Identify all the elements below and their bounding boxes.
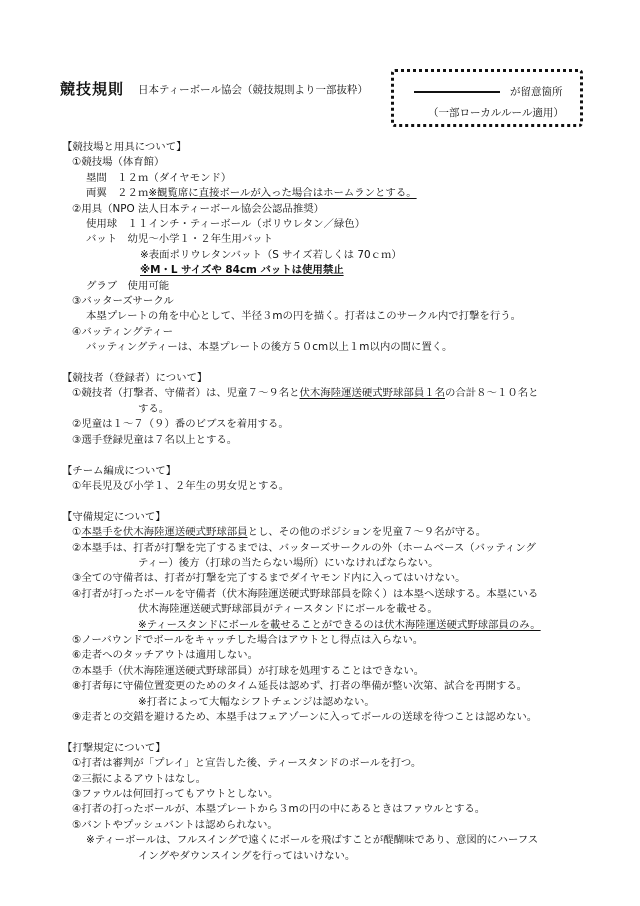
rule-text: 【守備規定について】 <box>62 510 166 523</box>
rule-text: 本塁プレートの角を中心として、半径３mの円を描く。打者はこのサークル内で打撃を行う。 <box>86 310 521 323</box>
rule-line <box>62 679 592 694</box>
rule-line <box>62 618 592 633</box>
rule-text: ① <box>72 526 82 539</box>
rule-line <box>62 556 592 571</box>
rule-text: ②用具（NPO 法人日本ティーボール協会公認品推奨） <box>72 202 324 215</box>
rule-line <box>62 541 592 556</box>
rule-line <box>62 325 592 340</box>
rule-text: 【競技場と用具について】 <box>62 141 187 153</box>
rule-text: ③バッターズサークル <box>72 295 174 308</box>
rule-line <box>62 479 592 494</box>
underlined-text: ※M・L サイズや 84cm バットは使用禁止 <box>140 264 344 277</box>
rule-text: 塁間 １２ｍ（ダイヤモンド） <box>86 171 232 184</box>
section-heading <box>62 741 592 756</box>
rule-line <box>62 664 592 679</box>
rule-text: ⑦本塁手（伏木海陸運送硬式野球部員）が打球を処理することはできない。 <box>72 664 425 677</box>
rule-line <box>62 279 592 294</box>
rule-line <box>62 217 592 232</box>
spacer <box>62 356 592 371</box>
rule-text: バット 幼児～小学１・２年生用バット <box>86 233 274 246</box>
rule-text: ③ファウルは何回打ってもアウトとしない。 <box>72 788 279 800</box>
rule-line <box>62 340 592 355</box>
rule-line <box>62 263 592 278</box>
rule-text: ⑤バントやプッシュバントは認められない。 <box>72 818 278 831</box>
page-subtitle: 日本ティーボール協会（競技規則より一部抜粋） <box>138 84 368 96</box>
rule-line <box>62 756 592 771</box>
rule-line <box>62 433 592 448</box>
rule-line <box>62 802 592 817</box>
spacer <box>62 448 592 463</box>
rule-text: ②児童は１～７（９）番のビブスを着用する。 <box>72 418 289 431</box>
rule-text: 【チーム編成について】 <box>62 464 177 477</box>
rule-line <box>62 186 592 201</box>
page-title: 競技規則 <box>60 80 125 98</box>
rule-text: ①打者は審判が「プレイ」と宣告した後、ティースタンドのボールを打つ。 <box>72 757 422 770</box>
underline-sample <box>414 91 500 93</box>
rule-line <box>62 309 592 324</box>
rule-text: ⑥走者へのタッチアウトは適用しない。 <box>72 649 258 662</box>
rule-line <box>62 695 592 710</box>
rule-text: ※打者によって大幅なシフトチェンジは認めない。 <box>138 695 375 708</box>
rule-line <box>62 633 592 648</box>
rule-text: ※ティーボールは、フルスイングで遠くにボールを飛ばすことが醍醐味であり、意図的にハーフス <box>86 834 539 847</box>
rule-line <box>62 417 592 432</box>
rule-text: バッティングティーは、本塁プレートの後方５０cm以上１m以内の間に置く。 <box>86 341 453 354</box>
rule-text: する。 <box>138 402 170 415</box>
rule-text: イングやダウンスイングを行ってはいけない。 <box>138 849 356 862</box>
section-heading <box>62 371 592 386</box>
rule-text: ②本塁手は、打者が打撃を完了するまでは、バッターズサークルの外（ホームベース（バッティング <box>72 541 536 554</box>
legend-note: （一部ローカルルール適用） <box>428 107 564 119</box>
rule-line <box>62 571 592 586</box>
rule-line <box>62 525 592 540</box>
rule-line <box>62 710 592 725</box>
rule-line <box>62 232 592 247</box>
rule-text: とし、その他のポジションを児童７～９名が守る。 <box>247 526 487 539</box>
rule-line <box>62 849 592 864</box>
rule-text: ②三振によるアウトはなし。 <box>72 772 207 785</box>
rule-text: の合計８～１０名と <box>445 387 539 400</box>
rule-line <box>62 587 592 602</box>
underlined-text: ※観覧席に直接ボールが入った場合はホームランとする。 <box>148 187 417 200</box>
rule-text: 使用球 １１インチ・ティーボール（ポリウレタン／緑色） <box>86 218 366 231</box>
rule-line <box>62 833 592 848</box>
rule-text: 【打撃規定について】 <box>62 741 166 754</box>
rule-line <box>62 602 592 617</box>
rules-body <box>62 140 592 864</box>
underlined-text: 本塁手を伏木海陸運送硬式野球部員 <box>81 526 248 539</box>
underlined-text: ※ティースタンドにボールを載せることができるのは伏木海陸運送硬式野球部員のみ。 <box>138 618 541 631</box>
rule-line <box>62 248 592 263</box>
rule-text: ①競技者（打撃者、守備者）は、児童７～９名と <box>72 387 300 400</box>
rule-text: ①年長児及び小学１、２年生の男女児とする。 <box>72 479 290 492</box>
rule-text: ⑤ノーバウンドでボールをキャッチした場合はアウトとし得点は入らない。 <box>72 633 424 646</box>
rule-line <box>62 171 592 186</box>
rule-text: 【競技者（登録者）について】 <box>62 372 208 385</box>
rule-text: ティー）後方（打球の当たらない場所）にいなければならない。 <box>138 556 439 569</box>
rule-text: ④バッティングティー <box>72 325 173 338</box>
rule-text: ④打者の打ったボールが、本塁プレートから３mの円の中にあるときはファウルとする。 <box>72 803 486 816</box>
legend-key <box>414 84 563 99</box>
rule-text: ③選手登録児童は７名以上とする。 <box>72 433 238 446</box>
rule-text: ※表面ポリウレタンバット（S サイズ若しくは 70ｃｍ） <box>140 248 402 261</box>
rule-line <box>62 386 592 401</box>
rule-text: ①競技場（体育館） <box>72 156 165 169</box>
rule-text: 両翼 ２２ｍ <box>86 187 149 200</box>
rule-line <box>62 402 592 417</box>
rule-text: ④打者が打ったボールを守備者（伏木海陸運送硬式野球部員を除く）は本塁へ送球する。本塁にいる <box>72 587 539 600</box>
rule-text: 伏木海陸運送硬式野球部員がティースタンドにボールを載せる。 <box>138 603 438 616</box>
section-heading <box>62 510 592 525</box>
spacer <box>62 725 592 740</box>
section-heading <box>62 140 592 155</box>
rule-line <box>62 294 592 309</box>
section-heading <box>62 464 592 479</box>
rule-text: グラブ 使用可能 <box>86 279 170 292</box>
rule-line <box>62 772 592 787</box>
legend-label: が留意箇所 <box>510 86 563 98</box>
rule-text: ③全ての守備者は、打者が打撃を完了するまでダイヤモンド内に入ってはいけない。 <box>72 572 466 585</box>
rule-line <box>62 648 592 663</box>
rule-text: ⑨走者との交錯を避けるため、本塁手はフェアゾーンに入ってボールの送球を待つことは認めない。 <box>72 710 538 723</box>
rule-text: ⑧打者毎に守備位置変更のためのタイム延長は認めず、打者の準備が整い次第、試合を再開する。 <box>72 680 528 693</box>
rule-line <box>62 818 592 833</box>
rule-line <box>62 787 592 802</box>
spacer <box>62 494 592 509</box>
rule-line <box>62 202 592 217</box>
legend-box <box>391 69 583 127</box>
rule-line <box>62 155 592 170</box>
underlined-text: 伏木海陸運送硬式野球部員１名 <box>299 387 445 400</box>
